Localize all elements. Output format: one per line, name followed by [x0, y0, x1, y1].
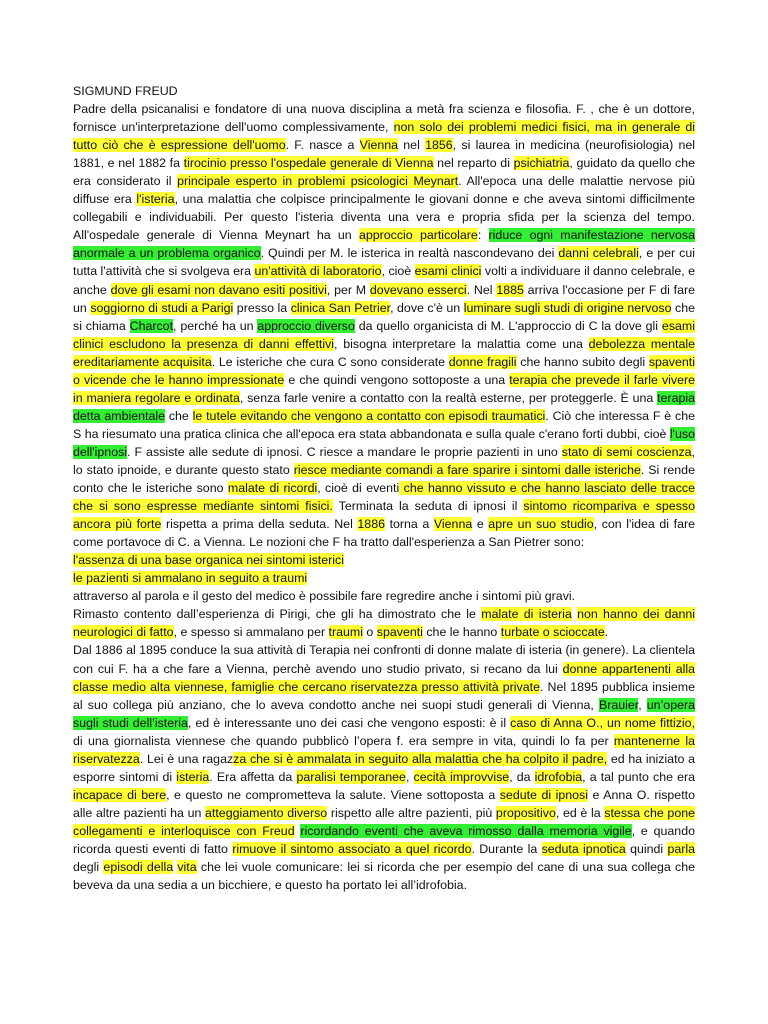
- highlight-yellow: stato di semi coscienza: [561, 444, 692, 459]
- paragraph: [73, 587, 695, 605]
- text-run: nel reparto di: [433, 156, 514, 171]
- highlight-yellow: atteggiamento diverso: [205, 805, 328, 820]
- text-run: , cioè: [381, 264, 415, 279]
- highlight-yellow: dove gli esami non davano esiti positivi: [110, 282, 327, 297]
- highlight-yellow: che hanno vissuto e che hanno lasciato delle tracce che si sono espresse mediante sintomi fisici.: [73, 481, 695, 514]
- paragraph: [73, 551, 695, 569]
- text-run: , bisogna interpretare la malattia come una: [334, 336, 589, 351]
- highlight-yellow: rimuove il sintomo associato a quel ricordo: [232, 841, 472, 856]
- paragraph: [73, 641, 695, 894]
- highlight-yellow: apre un suo studio: [488, 517, 594, 532]
- highlight-yellow: sedute di ipnosi: [499, 787, 589, 802]
- text-run: , cioè di eventi: [317, 481, 400, 496]
- text-run: Rimasto contento dall’esperienza di Pirigi, che gli ha dimostrato che le: [73, 607, 482, 622]
- highlight-yellow: esami clinici: [414, 264, 482, 279]
- text-run: . Durante la: [471, 841, 542, 856]
- highlight-yellow: riesce mediante comandi a fare sparire i sintomi dalle isteriche: [293, 462, 641, 477]
- text-run: . Era affetta da: [209, 769, 297, 784]
- text-run: Terminata la seduta di ipnosi il: [332, 499, 524, 514]
- highlight-yellow: luminare sugli studi di origine nervoso: [463, 300, 672, 315]
- highlight-yellow: traumi: [328, 625, 363, 640]
- text-run: . Nel 1895 pubblica insieme al suo collega più anziano, che lo aveva condotto anche nei suopi studi generali di Vienna,: [73, 679, 695, 712]
- text-run: rispetta a prima della seduta. Nel: [161, 517, 358, 532]
- text-run: Padre della psicanalisi e fondatore di una nuova disciplina a metà fra scienza e filosofia. F. , che è un dottore, fornisce un'interpretazione dell'uomo complessivamente,: [73, 102, 695, 135]
- text-run: torna a: [384, 517, 434, 532]
- highlight-green: Brauier: [598, 697, 639, 712]
- text-run: che hanno subito degli: [516, 354, 649, 369]
- highlight-yellow: propositivo: [495, 805, 556, 820]
- highlight-yellow: approccio particolare: [358, 228, 478, 243]
- highlight-yellow: ate: [587, 625, 605, 640]
- highlight-yellow: donne appartenenti alla classe medio alta viennese, famiglie che cercano riservatezza presso attività private: [73, 661, 695, 694]
- highlight-yellow: un'attività di laboratorio: [254, 264, 382, 279]
- text-run: che: [165, 408, 193, 423]
- highlight-green: Charcot: [129, 318, 174, 333]
- highlight-yellow: caso di Anna O., un nome fittizio,: [510, 715, 696, 730]
- highlight-yellow: esami clinici escludono la presenza di danni effettivi: [73, 318, 695, 351]
- text-run: ed ha iniziato a esporre sintomi di: [73, 751, 696, 784]
- text-run: . Ciò che interessa F è che S ha riesumato una pratica clinica che all'epoca era stata abbandonata e sulla quale c'erano forti dubbi, cioè: [73, 408, 695, 441]
- text-run: arriva l'occasione per F di fare un: [73, 282, 695, 315]
- highlight-yellow: vita: [177, 860, 197, 875]
- text-run: , guidato da quello che era considerato il: [73, 156, 695, 189]
- text-run: , e spesso si ammalano per: [173, 625, 329, 640]
- highlight-yellow: episodi della: [103, 860, 174, 875]
- highlight-yellow: 1886: [357, 517, 385, 532]
- highlight-yellow: turbate o sciocc: [500, 625, 588, 640]
- highlight-yellow: isteria: [176, 769, 210, 784]
- highlight-yellow: seduta ipnotica: [541, 841, 626, 856]
- highlight-green: riduce ogni manifestazione nervosa anormale a un problema organico: [73, 228, 695, 261]
- highlight-yellow: danni celebrali: [558, 246, 639, 261]
- highlight-yellow: 1856: [425, 138, 453, 153]
- text-run: o: [362, 625, 377, 640]
- highlight-yellow: parla: [667, 841, 696, 856]
- highlight-green: approccio diverso: [257, 318, 355, 333]
- paragraph: [73, 569, 695, 587]
- paragraph: [73, 605, 695, 641]
- highlight-yellow: 1885: [496, 282, 524, 297]
- text-run: , si laurea in medicina (neurofisiologia) nel 1881, e nel 1882 fa: [73, 138, 695, 171]
- document-title: SIGMUND FREUD: [73, 84, 178, 98]
- highlight-yellow: cecità improvvise: [413, 769, 510, 784]
- highlight-yellow: terapia che prevede il farle vivere in maniera regolare e ordinata: [73, 372, 695, 405]
- highlight-yellow: idrofobia: [534, 769, 583, 784]
- text-run: che le hanno: [422, 625, 501, 640]
- text-run: di una giornalista viennese che quando pubblicò l’opera f. era sempre in vita, quindi lo fa per: [73, 733, 614, 748]
- highlight-yellow: malate di isteria: [481, 607, 572, 622]
- text-run: quindi: [625, 841, 668, 856]
- text-run: , lo stato ipnoide, e durante questo stato: [73, 444, 695, 477]
- highlight-yellow: debolezza mentale ereditariamente acquisita: [73, 336, 696, 369]
- text-run: volti a individuare il danno celebrale, e anche: [73, 264, 695, 297]
- highlight-yellow: stessa che pone collegamenti e interloquisce con Freud: [73, 805, 695, 838]
- highlight-yellow: donne fragili: [448, 354, 517, 369]
- highlight-yellow: sintomo ricompariva e spesso ancora più forte: [73, 499, 695, 532]
- highlight-yellow: non solo dei problemi medici fisici, ma in generale di tutto ciò che è espressione dell'uomo: [73, 120, 695, 153]
- highlight-yellow: non hanno dei danni neurologici di fatto: [73, 607, 695, 640]
- document-page: [73, 82, 695, 894]
- highlight-green: ricordando eventi che aveva rimosso dalla memoria vigile: [300, 823, 632, 838]
- text-run: . Le isteriche che cura C sono considerate: [211, 354, 449, 369]
- paragraph: [73, 100, 695, 551]
- highlight-yellow: soggiorno di studi a Parigi: [90, 300, 234, 315]
- text-run: , a tal punto che era: [582, 769, 695, 784]
- text-run: e: [472, 517, 489, 532]
- highlight-yellow: Vienna: [433, 517, 473, 532]
- highlight-yellow: paralisi temporanee: [296, 769, 406, 784]
- text-run: . F. nasce a: [285, 138, 360, 153]
- text-run: , ed è la: [555, 805, 605, 820]
- text-run: , da: [509, 769, 535, 784]
- text-run: :: [477, 228, 489, 243]
- highlight-yellow: tirocinio presso l'ospedale generale di Vienna: [183, 156, 434, 171]
- text-run: che lei vuole comunicare: lei si ricorda che per esempio del cane di una sua collega che beveva da una sedia a un bicchiere, e questo ha portato lei all’idrofobia.: [73, 860, 696, 893]
- highlight-yellow: l'isteria: [136, 192, 175, 207]
- highlight-yellow: le pazienti si ammalano in seguito a traumi: [73, 571, 308, 586]
- text-run: Dal 1886 al 1895 conduce la sua attività di Terapia nei confronti di donne malate di isteria (in genere). La clientela con cui F. ha a che fare a Vienna, perchè avendo uno studio privato, si recano da lui: [73, 643, 695, 676]
- highlight-yellow: clinica San Petrier: [290, 300, 391, 315]
- text-run: . Lei è una ragaz: [139, 751, 234, 766]
- text-run: rispetto alle altre pazienti, più: [327, 805, 496, 820]
- text-run: , ed è interessante uno dei casi che vengono esposti: è il: [187, 715, 511, 730]
- text-run: , e questo ne comprometteva la salute. Viene sottoposta a: [166, 787, 500, 802]
- text-run: . Nel: [466, 282, 497, 297]
- text-run: da quello organicista di M. L'approccio di C la dove gli: [354, 318, 662, 333]
- text-run: , per M: [326, 282, 370, 297]
- highlight-yellow: psichiatria: [513, 156, 570, 171]
- highlight-yellow: dovevano esserci: [369, 282, 467, 297]
- text-run: , senza farle venire a contatto con la realtà esterne, per proteggerle. È una: [239, 390, 658, 405]
- highlight-yellow: spaventi: [376, 625, 423, 640]
- text-run: , e per cui tutta l'attività che si svolgeva era: [73, 246, 695, 279]
- text-run: ,: [638, 697, 647, 712]
- text-run: , una malattia che colpisce principalmente le giovani donne e che aveva sintomi difficilmente collegabili e individuabili. Per questo l'isteria diventa una vera e propria sfida per la scienza del tempo. All'ospedale generale di Vienna Meynart ha un: [73, 192, 695, 243]
- highlight-green: l'uso dell'ipnosi: [73, 426, 695, 459]
- highlight-yellow: spaventi o vicende che le hanno impressionate: [73, 354, 695, 387]
- highlight-green: terapia detta ambientale: [73, 390, 695, 423]
- text-run: , e quando ricorda questi eventi di fatto: [73, 823, 695, 856]
- text-run: , perché ha un: [173, 318, 258, 333]
- text-run: . All'epoca una delle malattie nervose più diffuse era: [73, 174, 695, 207]
- highlight-yellow: za che si è ammalata in seguito alla malattia che ha colpito il padre,: [233, 751, 608, 766]
- text-run: . Quindi per M. le isterica in realtà nascondevano dei: [260, 246, 559, 261]
- text-run: . F assiste alle sedute di ipnosi. C riesce a mandare le proprie pazienti in uno: [127, 444, 562, 459]
- highlight-green: un’opera sugli studi dell’isteria: [73, 697, 695, 730]
- text-run: nel: [398, 138, 426, 153]
- text-run: .: [604, 625, 609, 640]
- text-run: che si chiama: [73, 300, 695, 333]
- text-run: e che quindi vengono sottoposte a una: [284, 372, 510, 387]
- text-run: e Anna O. rispetto alle altre pazienti ha un: [73, 787, 695, 820]
- highlight-yellow: malate di ricordi: [227, 481, 318, 496]
- text-run: presso la: [233, 300, 291, 315]
- highlight-yellow: l'assenza di una base organica nei sintomi isterici: [73, 553, 344, 568]
- document-body: [73, 100, 695, 894]
- highlight-yellow: mantenerne la riservatezza: [73, 733, 695, 766]
- text-run: , dove c'è un: [390, 300, 464, 315]
- text-run: , con l'idea di fare come portavoce di C. a Vienna. Le nozioni che F ha tratto dall'esperienza a San Pietrer sono:: [73, 517, 695, 550]
- text-run: . Si rende conto che le isteriche sono: [73, 462, 695, 496]
- text-run: degli: [73, 860, 104, 875]
- highlight-yellow: principale esperto in problemi psicologici Meynart: [177, 174, 459, 189]
- highlight-yellow: Vienna: [359, 138, 399, 153]
- text-run: attraverso al parola e il gesto del medico è possibile fare regredire anche i sintomi più gravi.: [73, 589, 576, 604]
- highlight-yellow: incapace di bere: [73, 787, 167, 802]
- highlight-yellow: le tutele evitando che vengono a contatto con episodi traumatici: [192, 408, 546, 423]
- text-run: ,: [405, 769, 414, 784]
